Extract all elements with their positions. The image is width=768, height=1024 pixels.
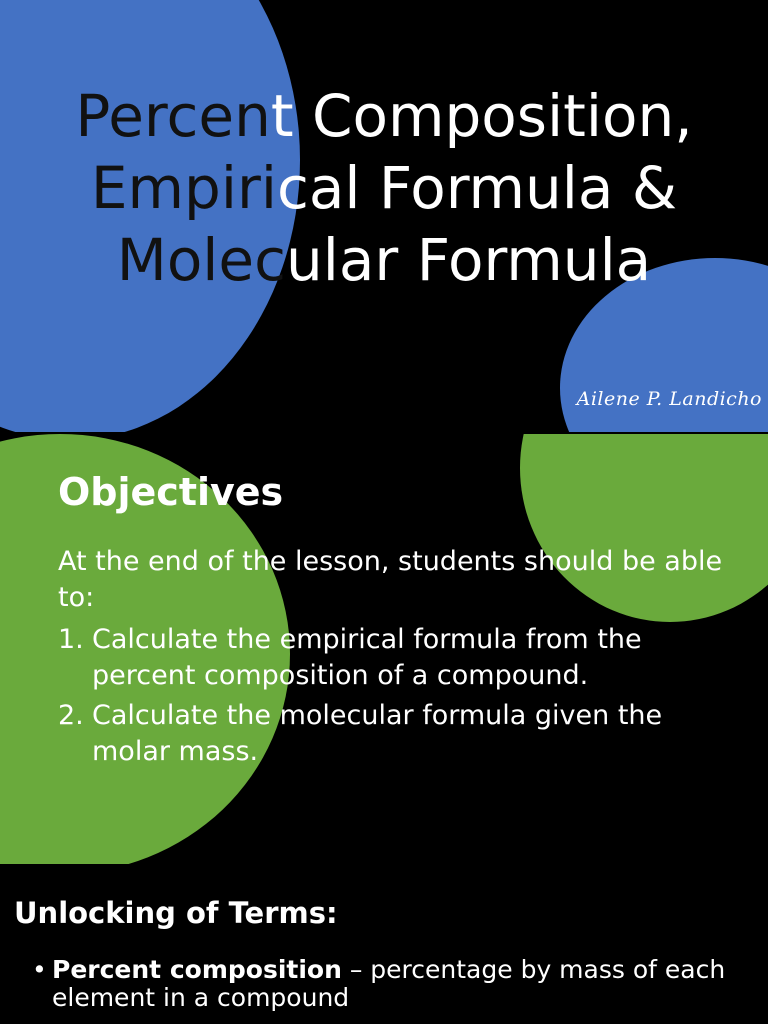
title-line: Empirical Formula & [90, 154, 678, 222]
slide-title [0, 80, 768, 296]
bullet-icon: • [32, 955, 47, 984]
objectives-body [58, 544, 738, 774]
author-signature: Ailene P. Landicho [576, 388, 762, 410]
title-line: Percent Composition, [75, 82, 693, 150]
term-item [32, 956, 732, 1012]
objectives-intro: At the end of the lesson, students should be able to: [58, 546, 723, 613]
term-definition: – percentage by mass of each element in a compound [52, 955, 726, 1012]
list-number: 1. [58, 624, 84, 655]
objectives-list [58, 622, 738, 770]
objectives-slide [0, 434, 768, 864]
terms-heading: Unlocking of Terms: [14, 896, 338, 930]
term-text [32, 956, 732, 1012]
list-item-text: Calculate the molecular formula given the molar mass. [92, 700, 663, 767]
title-line: Molecular Formula [116, 226, 652, 294]
list-item [58, 622, 738, 694]
title-slide [0, 0, 768, 432]
terms-slide [0, 866, 768, 1024]
list-number: 2. [58, 700, 84, 731]
objectives-heading: Objectives [58, 470, 284, 514]
term-name: Percent composition [52, 955, 342, 984]
list-item-text: Calculate the empirical formula from the percent composition of a compound. [92, 624, 642, 691]
list-item [58, 698, 738, 770]
